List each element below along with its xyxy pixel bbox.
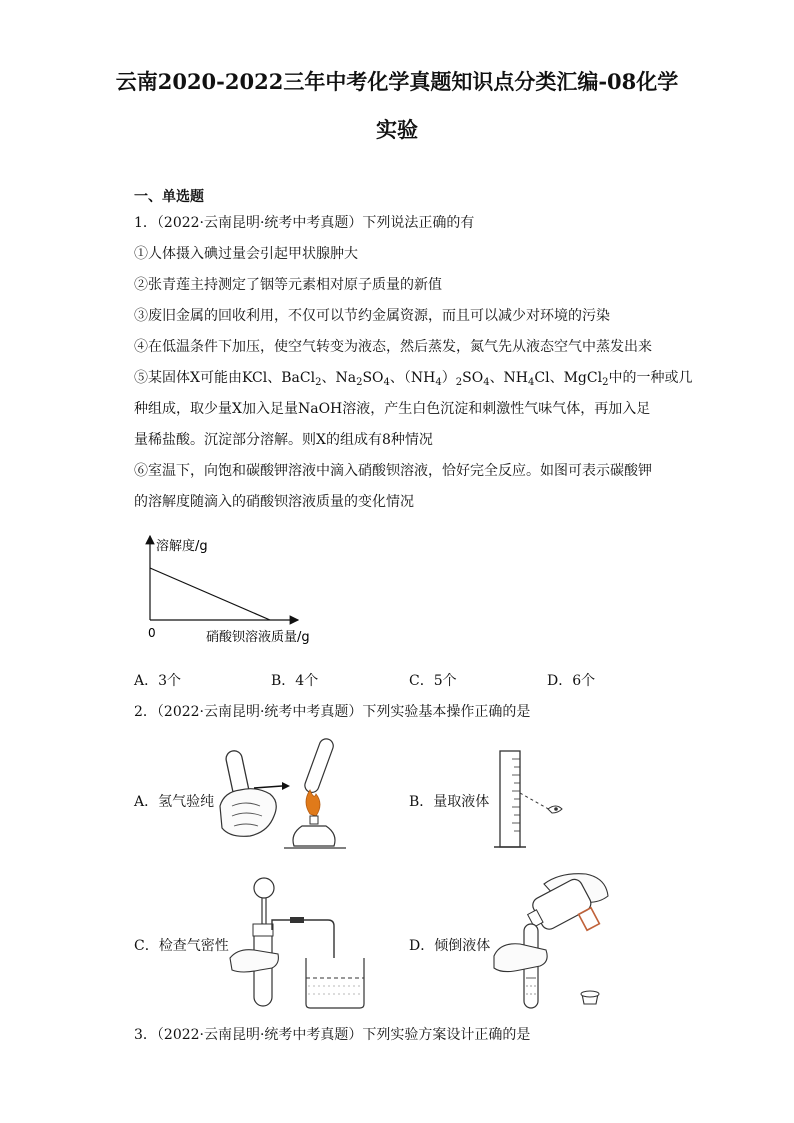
q1-statement-4: ④在低温条件下加压，使空气转变为液态，然后蒸发，氮气先从液态空气中蒸发出来 bbox=[134, 339, 652, 355]
q1-option-d[interactable]: D．6个 bbox=[547, 673, 596, 689]
section-heading: 一、单选题 bbox=[134, 189, 204, 205]
q1-option-a[interactable]: A．3个 bbox=[134, 673, 182, 689]
q2-option-a[interactable]: A．氢气验纯 bbox=[134, 794, 215, 810]
q1-statement-3: ③废旧金属的回收利用，不仅可以节约金属资源，而且可以减少对环境的污染 bbox=[134, 308, 610, 324]
airtightness-check-illustration bbox=[220, 874, 380, 1014]
q1-option-c[interactable]: C．5个 bbox=[409, 673, 457, 689]
q2-option-d[interactable]: D．倾倒液体 bbox=[409, 938, 491, 954]
document-title-line2: 实验 bbox=[376, 117, 418, 142]
q2-stem: 2．（2022·云南昆明·统考中考真题）下列实验基本操作正确的是 bbox=[134, 704, 531, 720]
origin-label: 0 bbox=[148, 626, 156, 640]
document-title-line1: 云南2020-2022三年中考化学真题知识点分类汇编-08化学 bbox=[115, 69, 679, 94]
graduated-cylinder-illustration bbox=[486, 745, 576, 855]
hand-icon bbox=[494, 944, 547, 972]
pouring-liquid-illustration bbox=[486, 866, 616, 1022]
q3-stem: 3．（2022·云南昆明·统考中考真题）下列实验方案设计正确的是 bbox=[134, 1027, 531, 1043]
y-axis-label: 溶解度/g bbox=[156, 539, 208, 554]
q1-statement-2: ②张青莲主持测定了铟等元素相对原子质量的新值 bbox=[134, 277, 442, 293]
q1-stem: 1．（2022·云南昆明·统考中考真题）下列说法正确的有 bbox=[134, 215, 475, 231]
q1-statement-5-line2: 种组成，取少量X加入足量NaOH溶液，产生白色沉淀和刺激性气味气体，再加入足 bbox=[134, 401, 651, 417]
x-axis-label: 硝酸钡溶液质量/g bbox=[206, 630, 310, 645]
q1-statement-1: ①人体摄入碘过量会引起甲状腺肿大 bbox=[134, 246, 358, 262]
q1-statement-6-line2: 的溶解度随滴入的硝酸钡溶液质量的变化情况 bbox=[134, 494, 414, 510]
q1-statement-5-line1: ⑤某固体X可能由KCl、BaCl$_2$、$Na_2SO_4$、$(NH_4)_2SO_4$、$NH_4Cl$、MgCl$_2$中的一种或几 bbox=[134, 370, 693, 388]
q1-option-b[interactable]: B．4个 bbox=[271, 673, 319, 689]
solubility-line bbox=[150, 568, 270, 620]
q2-option-c[interactable]: C．检查气密性 bbox=[134, 938, 229, 954]
alcohol-lamp-icon bbox=[293, 826, 335, 846]
q2-option-b[interactable]: B．量取液体 bbox=[409, 794, 490, 810]
q1-statement-5-line3: 量稀盐酸。沉淀部分溶解。则X的组成有8种情况 bbox=[134, 432, 433, 448]
hand-icon bbox=[230, 950, 278, 972]
flame-icon bbox=[306, 790, 320, 816]
solubility-graph bbox=[140, 530, 340, 648]
beaker-icon bbox=[306, 958, 364, 1008]
hand-icon bbox=[220, 789, 276, 837]
hydrogen-test-illustration bbox=[210, 736, 370, 852]
q1-statement-6-line1: ⑥室温下，向饱和碳酸钾溶液中滴入硝酸钡溶液，恰好完全反应。如图可表示碳酸钾 bbox=[134, 463, 652, 479]
